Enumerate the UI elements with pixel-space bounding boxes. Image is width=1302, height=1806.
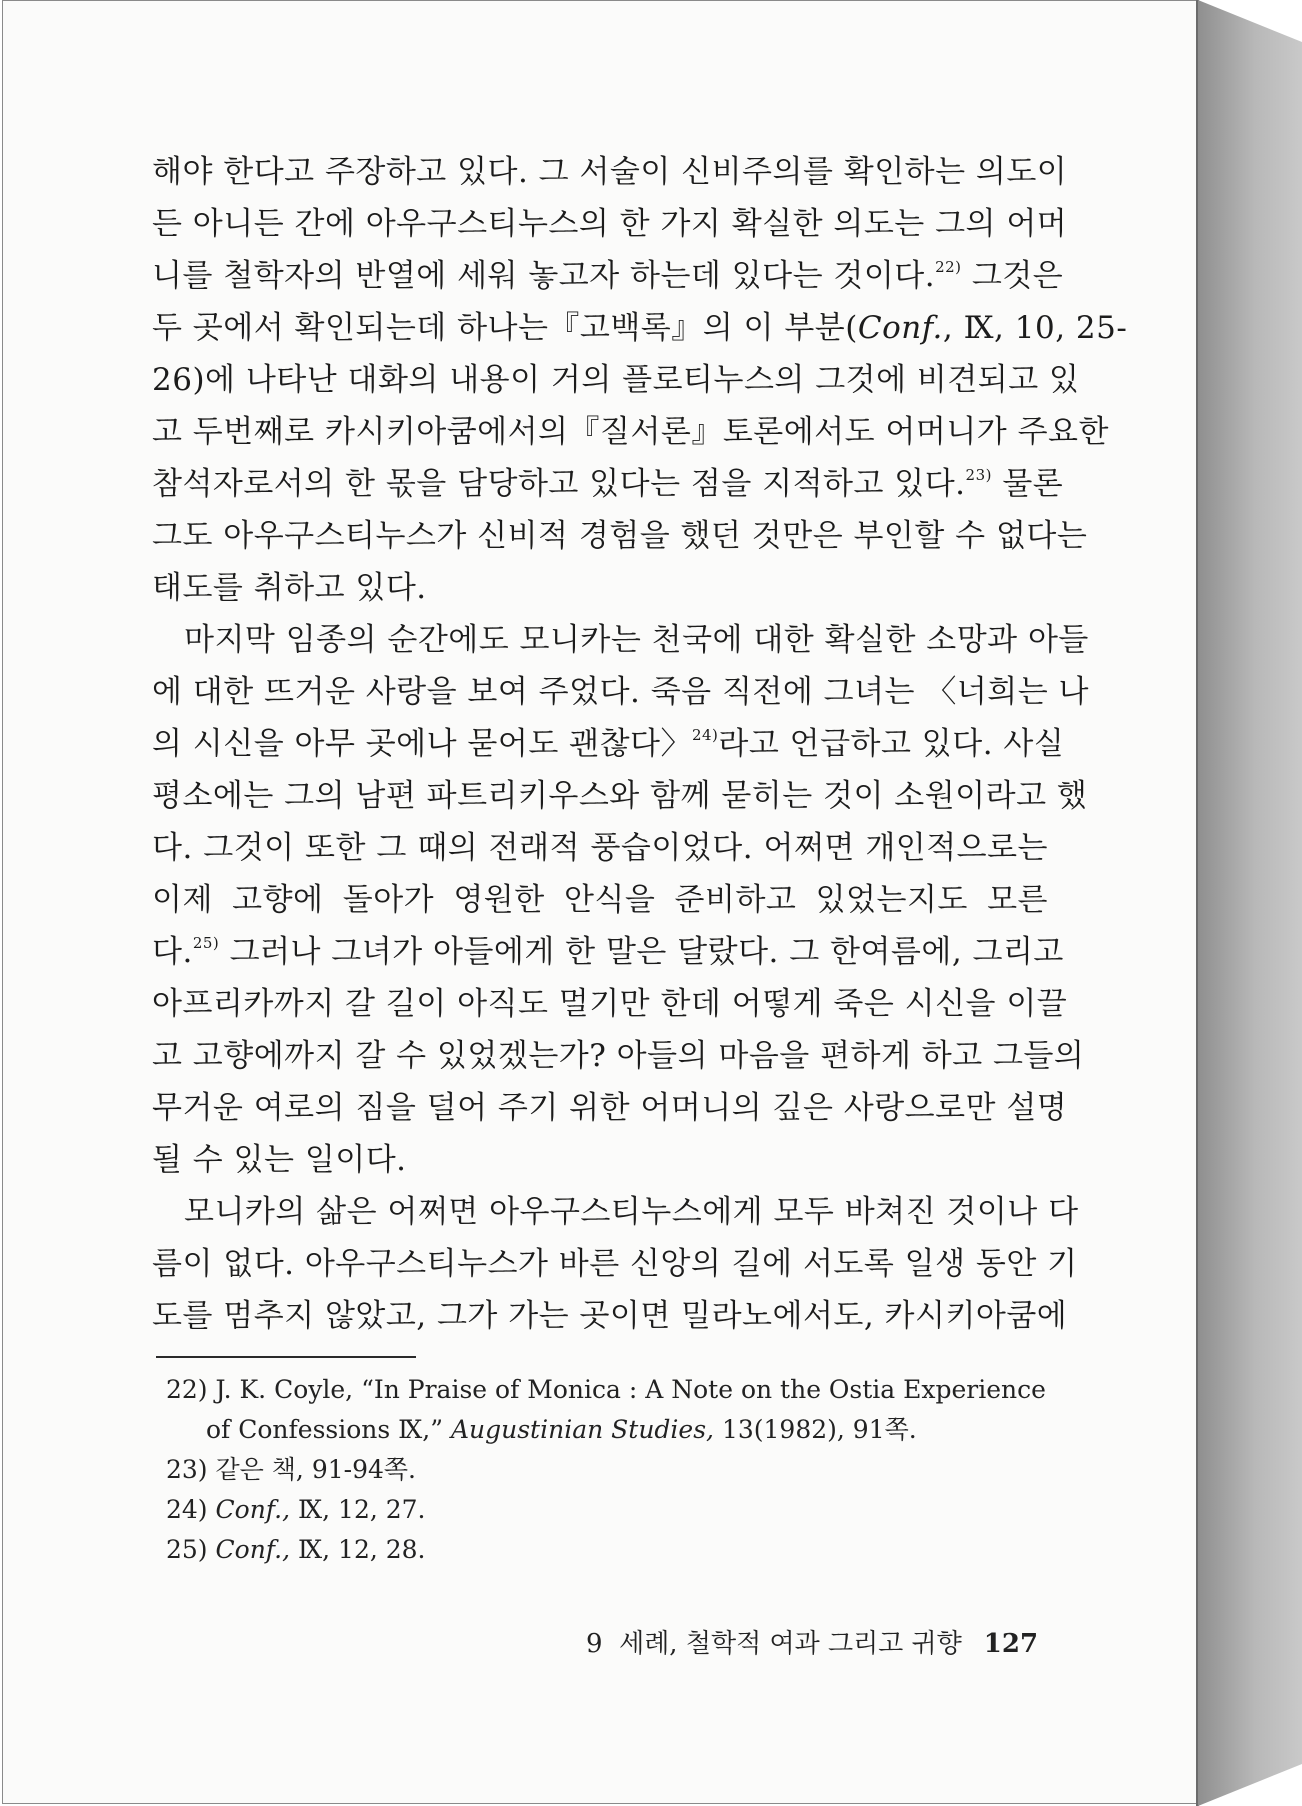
body-line: 평소에는 그의 남편 파트리키우스와 함께 묻히는 것이 소원이라고 했: [152, 778, 1088, 814]
footnote-number: 23): [166, 1455, 208, 1484]
body-line: 모니카의 삶은 어쩌면 아우구스티누스에게 모두 바쳐진 것이나 다: [184, 1194, 1079, 1230]
chapter-title: 세례, 철학적 여과 그리고 귀향: [619, 1629, 962, 1659]
footnote-text: of Confessions Ⅸ,”: [206, 1415, 444, 1444]
footnote-number: 24): [166, 1495, 208, 1524]
footnote-text: Ⅸ, 12, 28.: [290, 1535, 426, 1564]
footnote-22-continued: [166, 1410, 1066, 1450]
body-line: 아프리카까지 갈 길이 아직도 멀기만 한데 어떻게 죽은 시신을 이끌: [152, 986, 1068, 1022]
footnote-text: 13(1982), 91쪽.: [714, 1415, 917, 1444]
body-line: 해야 한다고 주장하고 있다. 그 서술이 신비주의를 확인하는 의도이: [152, 154, 1068, 190]
body-line: 그도 아우구스티누스가 신비적 경험을 했던 것만은 부인할 수 없다는: [152, 518, 1088, 554]
body-line-text: 물론: [992, 466, 1064, 502]
book-side-edge: [1198, 0, 1302, 1806]
footnote-23: [166, 1450, 1066, 1490]
running-footer: [586, 1626, 1038, 1662]
footnote-text: Ⅸ, 12, 27.: [290, 1495, 426, 1524]
body-text: [152, 146, 1128, 1342]
journal-title: Augustinian Studies,: [450, 1415, 714, 1444]
chapter-number: 9: [586, 1629, 603, 1659]
body-line-text: 그것은: [961, 258, 1064, 294]
body-line: 에 대한 뜨거운 사랑을 보여 주었다. 죽음 직전에 그녀는 〈너희는 나: [152, 674, 1089, 710]
body-line-text: 그러나 그녀가 아들에게 한 말은 달랐다. 그 한여름에, 그리고: [219, 934, 1064, 970]
footnote-ref-23: 23): [965, 466, 992, 484]
footnote-number: 25): [166, 1535, 208, 1564]
body-line: 26)에 나타난 대화의 내용이 거의 플로티누스의 그것에 비견되고 있: [152, 362, 1080, 398]
footnote-text: J. K. Coyle, “In Praise of Monica : A Note on the Ostia Experience: [215, 1375, 1046, 1404]
footnote-24: [166, 1490, 1066, 1530]
footnote-divider: [156, 1356, 416, 1358]
footnote-22: [166, 1370, 1066, 1410]
body-line: 든 아니든 간에 아우구스티누스의 한 가지 확실한 의도는 그의 어머: [152, 206, 1068, 242]
footnote-number: 22): [166, 1375, 208, 1404]
body-line: 고 고향에까지 갈 수 있었겠는가? 아들의 마음을 편하게 하고 그들의: [152, 1038, 1085, 1074]
footnotes: [166, 1370, 1066, 1570]
conf-abbrev: Conf.,: [215, 1495, 291, 1524]
conf-abbrev: Conf.: [857, 310, 943, 346]
footnote-text: 같은 책, 91-94쪽.: [215, 1455, 416, 1484]
body-line-text: , Ⅸ, 10, 25-: [942, 310, 1128, 346]
body-line: 태도를 취하고 있다.: [152, 570, 427, 606]
body-line: [152, 718, 1065, 770]
page-number: 127: [983, 1629, 1039, 1659]
body-line: 무거운 여로의 짐을 덜어 주기 위한 어머니의 깊은 사랑으로만 설명: [152, 1090, 1068, 1126]
body-line: [152, 302, 1128, 354]
body-line-text: 라고 언급하고 있다. 사실: [718, 726, 1065, 762]
footnote-25: [166, 1530, 1066, 1570]
body-line: 고 두번째로 카시키아쿰에서의『질서론』토론에서도 어머니가 주요한: [152, 414, 1109, 450]
footnote-ref-25: 25): [192, 934, 220, 952]
body-line: 름이 없다. 아우구스티누스가 바른 신앙의 길에 서도록 일생 동안 기: [152, 1246, 1078, 1282]
body-line: [152, 926, 1064, 978]
body-line: 될 수 있는 일이다.: [152, 1142, 407, 1178]
footnote-ref-24: 24): [691, 726, 719, 744]
conf-abbrev: Conf.,: [215, 1535, 291, 1564]
body-line: [152, 250, 1064, 302]
body-line-text: 다.: [152, 934, 193, 970]
body-line: 다. 그것이 또한 그 때의 전래적 풍습이었다. 어쩌면 개인적으로는: [152, 830, 1048, 866]
body-line: 도를 멈추지 않았고, 그가 가는 곳이면 밀라노에서도, 카시키아쿰에: [152, 1298, 1068, 1334]
body-line-text: 니를 철학자의 반열에 세워 놓고자 하는데 있다는 것이다.: [152, 258, 936, 294]
body-line: 이제 고향에 돌아가 영원한 안식을 준비하고 있었는지도 모른: [152, 882, 1048, 918]
body-line-text: 참석자로서의 한 몫을 담당하고 있다는 점을 지적하고 있다.: [152, 466, 966, 502]
footnote-ref-22: 22): [935, 258, 962, 276]
body-line-text: 의 시신을 아무 곳에나 묻어도 괜찮다〉: [152, 726, 692, 762]
body-line: [152, 458, 1064, 510]
body-line: 마지막 임종의 순간에도 모니카는 천국에 대한 확실한 소망과 아들: [184, 622, 1089, 658]
body-line-text: 두 곳에서 확인되는데 하나는『고백록』의 이 부분(: [152, 310, 858, 346]
